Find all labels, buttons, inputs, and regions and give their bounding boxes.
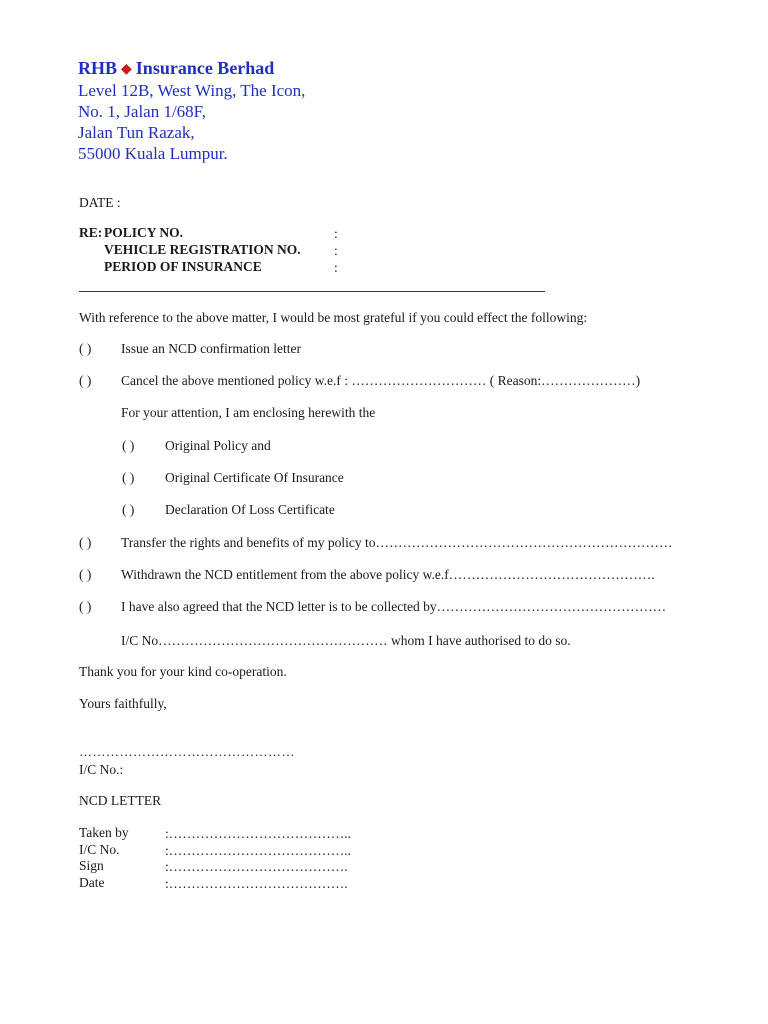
company-name-part1: RHB: [78, 58, 118, 78]
checkbox-transfer-rights[interactable]: ( ): [79, 535, 92, 550]
re-period-colon: :: [334, 260, 338, 275]
attention-text: For your attention, I am enclosing herewith the: [121, 405, 376, 420]
diamond-icon: ◆: [121, 62, 132, 77]
re-period-label: PERIOD OF INSURANCE: [104, 259, 262, 274]
ncd-sign-field: :………………………………….: [165, 859, 348, 874]
divider-line: [79, 291, 545, 292]
enclose-declaration-loss: Declaration Of Loss Certificate: [165, 502, 335, 517]
checkbox-original-policy[interactable]: ( ): [122, 438, 135, 453]
ncd-sign-label: Sign: [79, 858, 104, 873]
checkbox-cancel-policy[interactable]: ( ): [79, 373, 92, 388]
checkbox-original-certificate[interactable]: ( ): [122, 470, 135, 485]
re-prefix: RE:: [79, 225, 103, 240]
option-transfer-rights: Transfer the rights and benefits of my policy to…………………………………………………………: [121, 535, 673, 550]
option-withdraw-ncd: Withdrawn the NCD entitlement from the above policy w.e.f……………………………………….: [121, 567, 655, 582]
ic-no-label: I/C No.:: [79, 762, 124, 777]
option-ncd-collected: I have also agreed that the NCD letter is to be collected by……………………………………………: [121, 599, 667, 614]
re-vehicle-reg-label: VEHICLE REGISTRATION NO.: [104, 242, 301, 257]
ncd-taken-by-label: Taken by: [79, 825, 129, 840]
address-line: 55000 Kuala Lumpur.: [78, 144, 228, 163]
option-cancel-policy: Cancel the above mentioned policy w.e.f : ………………………… ( Reason:…………………): [121, 373, 641, 388]
checkbox-declaration-loss[interactable]: ( ): [122, 502, 135, 517]
yours-faithfully: Yours faithfully,: [79, 696, 167, 711]
address-line: Jalan Tun Razak,: [78, 123, 195, 142]
re-policy-no-colon: :: [334, 226, 338, 241]
address-line: Level 12B, West Wing, The Icon,: [78, 81, 306, 100]
enclose-original-policy: Original Policy and: [165, 438, 271, 453]
re-policy-no-label: POLICY NO.: [104, 225, 184, 240]
ncd-date-field: :………………………………….: [165, 876, 348, 891]
company-name-part2: Insurance Berhad: [135, 58, 275, 78]
ncd-taken-by-field: :…………………………………..: [165, 826, 352, 841]
date-label: DATE :: [79, 195, 121, 210]
checkbox-ncd-collected[interactable]: ( ): [79, 599, 92, 614]
company-name: [78, 58, 274, 79]
ncd-ic-no-field: :…………………………………..: [165, 843, 352, 858]
enclose-original-certificate: Original Certificate Of Insurance: [165, 470, 344, 485]
intro-text: With reference to the above matter, I would be most grateful if you could effect the following:: [79, 310, 588, 325]
option-issue-ncd: Issue an NCD confirmation letter: [121, 341, 301, 356]
ncd-letter-title: NCD LETTER: [79, 793, 162, 808]
ncd-date-label: Date: [79, 875, 105, 890]
thanks-text: Thank you for your kind co-operation.: [79, 664, 287, 679]
checkbox-issue-ncd[interactable]: ( ): [79, 341, 92, 356]
ic-no-authorised-line: I/C No…………………………………………… whom I have authorised to do so.: [121, 633, 571, 648]
company-address: [78, 80, 305, 164]
checkbox-withdraw-ncd[interactable]: ( ): [79, 567, 92, 582]
signature-line: …………………………………………: [79, 744, 295, 759]
ncd-ic-no-label: I/C No.: [79, 842, 120, 857]
address-line: No. 1, Jalan 1/68F,: [78, 102, 207, 121]
re-vehicle-reg-colon: :: [334, 243, 338, 258]
